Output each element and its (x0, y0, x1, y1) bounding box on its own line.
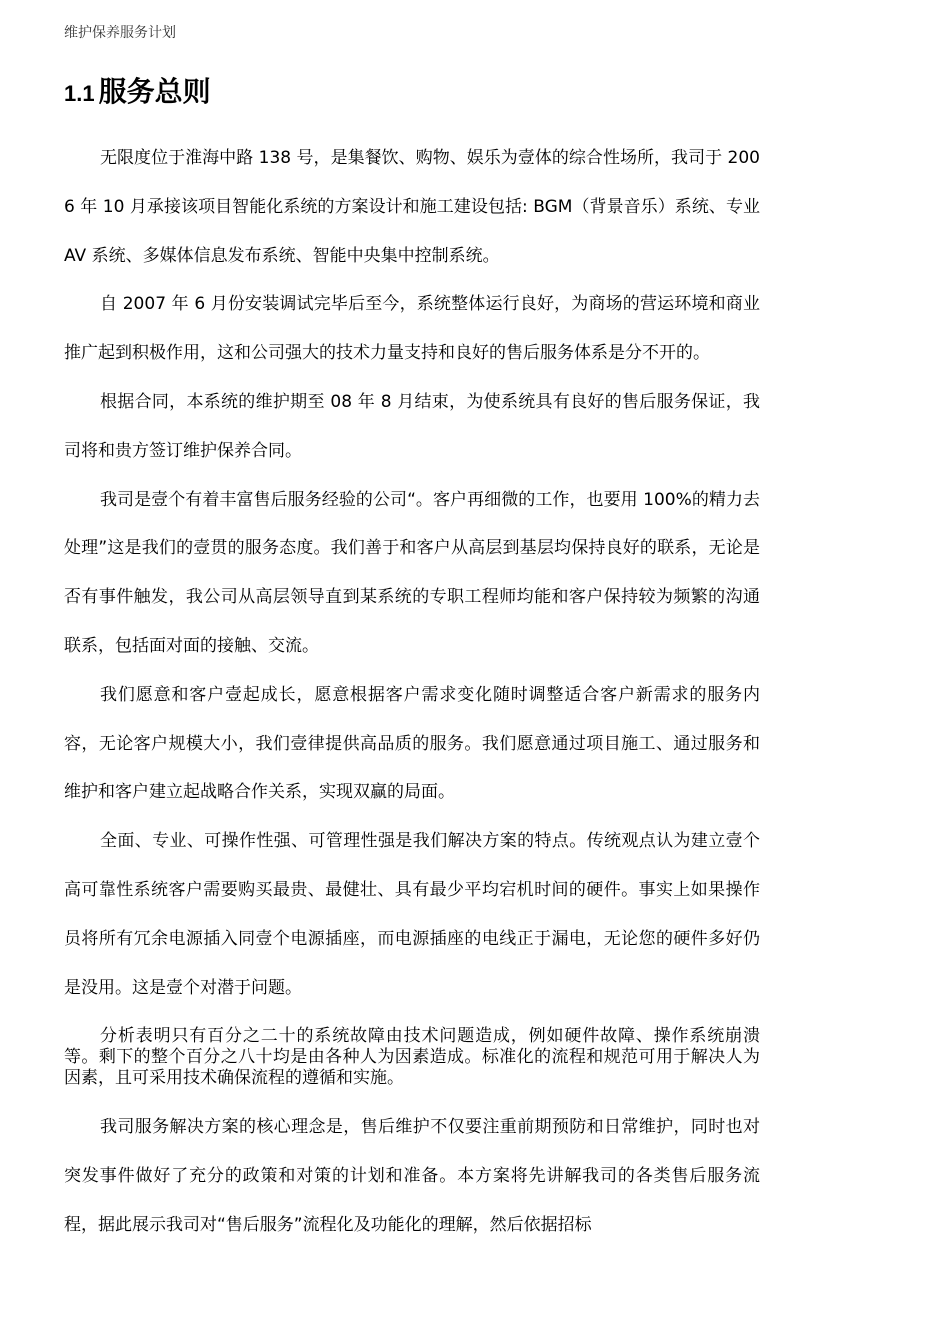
section-heading (64, 70, 211, 110)
body-text (64, 134, 760, 1250)
section-title: 服务总则 (98, 75, 211, 108)
paragraph-growth-with-client: 我们愿意和客户壹起成长，愿意根据客户需求变化随时调整适合客户新需求的服务内容，无论客户规模大小，我们壹律提供高品质的服务。我们愿意通过项目施工、通过服务和维护和客户建立起战略合作关系，实现双赢的局面。 (64, 684, 760, 803)
paragraph-operation-status: 自 2007 年 6 月份安装调试完毕后至今，系统整体运行良好，为商场的营运环境和商业推广起到积极作用，这和公司强大的技术力量支持和良好的售后服务体系是分不开的。 (64, 294, 760, 364)
paragraph-intro: 无限度位于淮海中路 138 号，是集餐饮、购物、娱乐为壹体的综合性场所，我司于 2006 年 10 月承接该项目智能化系统的方案设计和施工建设包括: BGM（背景音乐）系统、专业 AV 系统、多媒体信息发布系统、智能中央集中控制系统。 (64, 148, 760, 266)
section-number: 1.1 (64, 81, 95, 106)
paragraph-maintenance-period: 根据合同，本系统的维护期至 08 年 8 月结束，为使系统具有良好的售后服务保证，我司将和贵方签订维护保养合同。 (64, 391, 760, 461)
paragraph-core-concept: 我司服务解决方案的核心理念是，售后维护不仅要注重前期预防和日常维护，同时也对突发事件做好了充分的政策和对策的计划和准备。本方案将先讲解我司的各类售后服务流程，据此展示我司对“售后服务”流程化及功能化的理解，然后依据招标 (64, 1117, 760, 1235)
paragraph-solution-features: 全面、专业、可操作性强、可管理性强是我们解决方案的特点。传统观点认为建立壹个高可靠性系统客户需要购买最贵、最健壮、具有最少平均宕机时间的硬件。事实上如果操作员将所有冗余电源插入同壹个电源插座，而电源插座的电线正于漏电，无论您的硬件多好仍是没用。这是壹个对潜于问题。 (64, 831, 760, 998)
paragraph-service-attitude: 我司是壹个有着丰富售后服务经验的公司“。客户再细微的工作，也要用 100%的精力去处理”这是我们的壹贯的服务态度。我们善于和客户从高层到基层均保持良好的联系，无论是否有事件触发，我公司从高层领导直到某系统的专职工程师均能和客户保持较为频繁的沟通联系，包括面对面的接触、交流。 (64, 489, 760, 656)
running-header: 维护保养服务计划 (64, 25, 176, 41)
paragraph-failure-analysis: 分析表明只有百分之二十的系统故障由技术问题造成，例如硬件故障、操作系统崩溃等。剩下的整个百分之八十均是由各种人为因素造成。标准化的流程和规范可用于解决人为因素，且可采用技术确保流程的遵循和实施。 (64, 1026, 760, 1089)
